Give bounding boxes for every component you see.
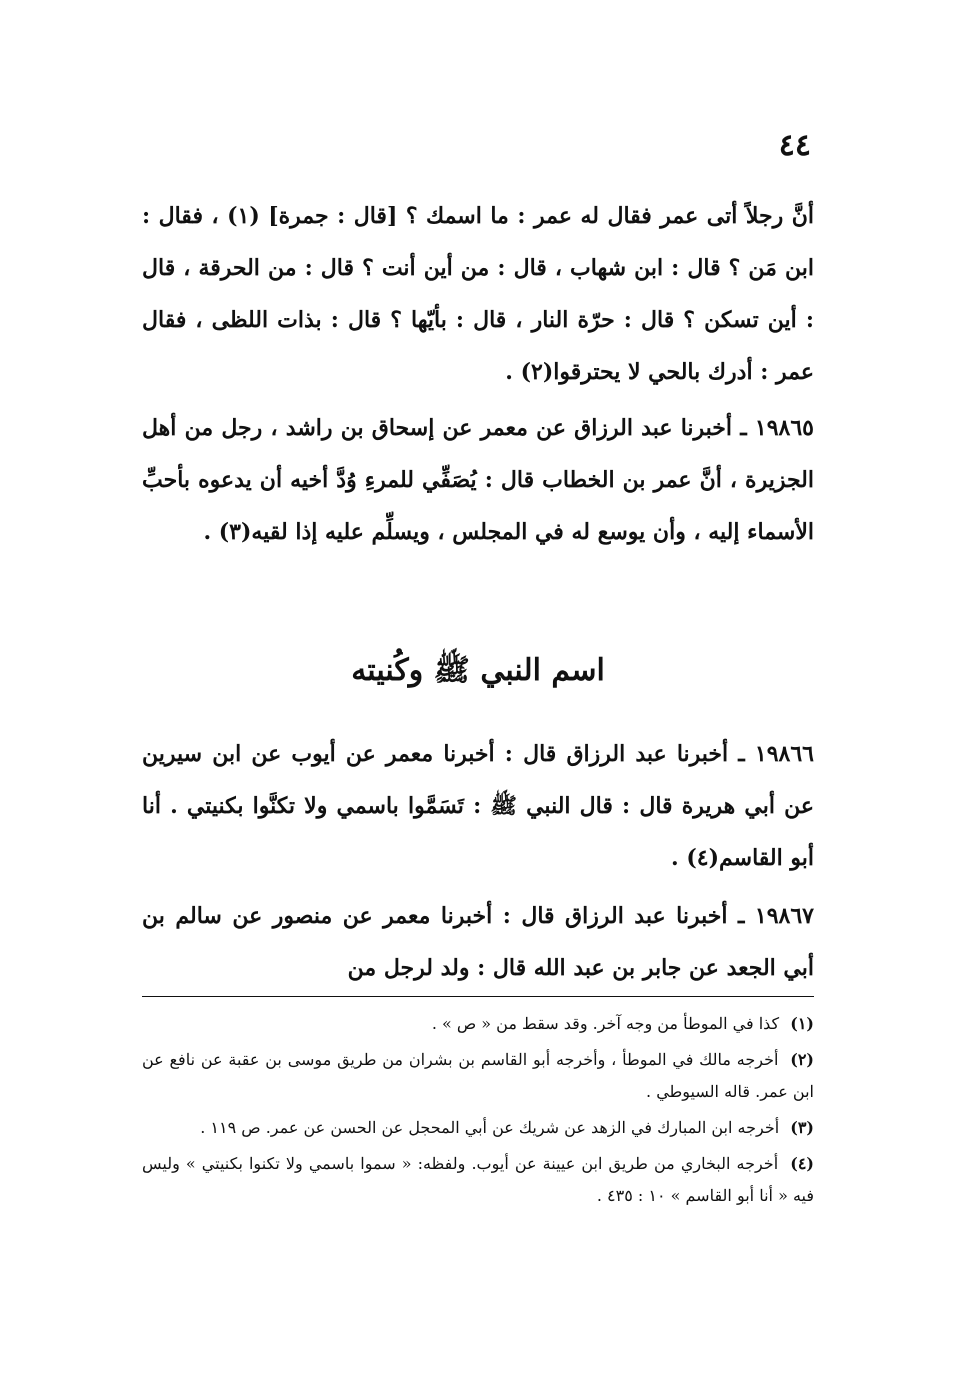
footnote-1 <box>142 1008 814 1040</box>
footnote-divider <box>142 996 814 997</box>
footnote-number: (٢) <box>790 1050 814 1069</box>
footnote-2 <box>142 1044 814 1108</box>
section-heading: اسم النبي ﷺ وكُنيته <box>351 653 605 688</box>
footnote-text: أخرجه ابن المبارك في الزهد عن شريك عن أبي المحجل عن الحسن عن عمر. ص ١١٩ . <box>200 1118 780 1137</box>
footnote-text: كذا في الموطأ من وجه آخر. وقد سقط من « ص » . <box>431 1014 780 1033</box>
footnote-number: (٣) <box>790 1118 814 1137</box>
footnote-text: أخرجه البخاري من طريق ابن عيينة عن أيوب. ولفظه: « سموا باسمي ولا تكنوا بكنيتي » وليس فيه « أنا أبو القاسم » ١٠ : ٤٣٥ . <box>142 1154 814 1205</box>
footnote-number: (١) <box>790 1014 814 1033</box>
paragraph-1: أنَّ رجلاً أتى عمر فقال له عمر : ما اسمك ؟ [قال : جمرة] (١) ، فقال : ابن مَن ؟ قال : ابن شهاب ، قال : من أين أنت ؟ قال : من الحرقة ، قال : أين تسكن ؟ قال : حرّة النار ، قال : بأيّها ؟ قال : بذات اللظى ، فقال عمر : أدرك بالحي لا يحترقوا(٢) . <box>142 203 814 385</box>
footnotes <box>142 1008 814 1216</box>
paragraph-hadith-19867: ١٩٨٦٧ ـ أخبرنا عبد الرزاق قال : أخبرنا معمر عن منصور عن سالم بن أبي الجعد عن جابر بن عبد الله قال : ولد لرجل من <box>142 903 814 981</box>
footnote-4 <box>142 1148 814 1212</box>
footnote-number: (٤) <box>790 1154 814 1173</box>
paragraph-hadith-19866: ١٩٨٦٦ ـ أخبرنا عبد الرزاق قال : أخبرنا معمر عن أيوب عن ابن سيرين عن أبي هريرة قال : قال النبي ﷺ : تَسَمَّوا باسمي ولا تكنَّوا بكنيتي . أنا أبو القاسم(٤) . <box>142 741 814 871</box>
footnote-3 <box>142 1112 814 1144</box>
footnote-text: أخرجه مالك في الموطأ ، وأخرجه أبو القاسم بن بشران من طريق موسى بن عقبة عن نافع عن ابن عمر. قاله السيوطي . <box>142 1050 814 1101</box>
page-number: ٤٤ <box>778 128 811 163</box>
paragraph-hadith-19865: ١٩٨٦٥ ـ أخبرنا عبد الرزاق عن معمر عن إسحاق بن راشد ، رجل من أهل الجزيرة ، أنَّ عمر بن الخطاب قال : يُصَفِّي للمرءِ وُدَّ أخيه أن يدعوه بأحبِّ الأسماء إليه ، وأن يوسع له في المجلس ، ويسلِّم عليه إذا لقيه(٣) . <box>142 415 814 545</box>
